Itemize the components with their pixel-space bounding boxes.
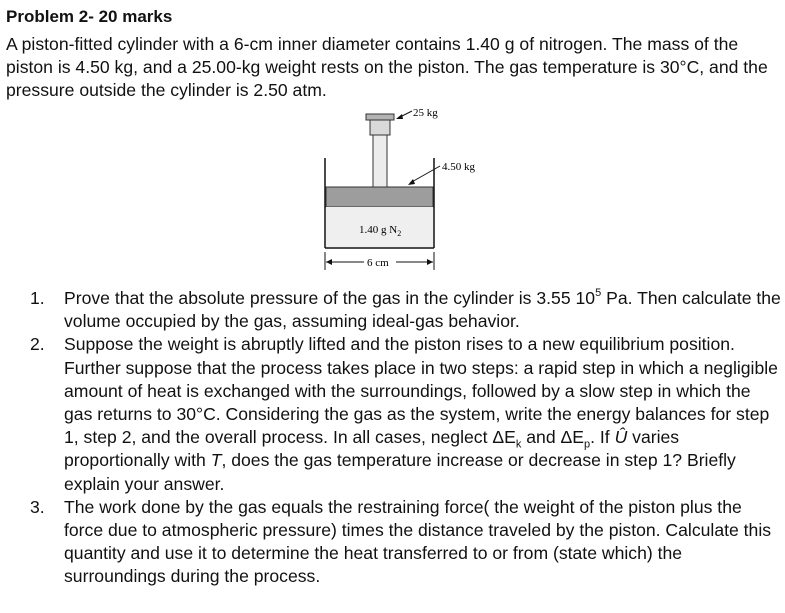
question-text: Suppose the weight is abruptly lifted and the piston rises to a new equilibrium position. Further suppose that the process takes place in two steps: a rapid step in which a negligible amount of heat is exchanged with the surroundings, followed by a slow step in which the gas returns to 30°C. Considering the gas as the system, write the energy balances for step 1, step 2, and the overall process. In all cases, neglect ΔE [64, 334, 778, 448]
question-number: 2. [30, 334, 45, 355]
question-item [30, 287, 782, 333]
piston-leader [410, 166, 440, 183]
weight-block [370, 120, 390, 135]
question-text-cont: and ΔE [521, 427, 584, 448]
gas-label-subscript: 2 [397, 229, 402, 238]
dim-arrow-left [326, 259, 332, 265]
weight-top [366, 114, 394, 120]
piston [326, 187, 433, 207]
question-list [30, 287, 782, 589]
question-text-cont: varies proportionally with [64, 427, 680, 471]
question-text: The work done by the gas equals the restraining force( the weight of the piston plus the force due to atmospheric pressure) times the distance traveled by the piston. Calculate this quantity and use it to determine the heat transferred to or from (state which) the surroundings during the process. [64, 496, 772, 587]
question-item [30, 496, 782, 589]
diameter-label: 6 cm [367, 257, 389, 269]
question-text-cont: Pa. Then calculate the volume occupied by the gas, assuming ideal-gas behavior. [64, 288, 781, 332]
problem-statement: A piston-fitted cylinder with a 6-cm inner diameter contains 1.40 g of nitrogen. The mass of the piston is 4.50 kg, and a 25.00-kg weight rests on the piston. The gas temperature is 30°C, and the pressure outside the cylinder is 2.50 atm. [6, 34, 768, 101]
weight-label: 25 kg [413, 107, 438, 119]
question-text-cont: , does the gas temperature increase or decrease in step 1? Briefly explain your answer. [64, 450, 736, 494]
piston-arrowhead [408, 179, 415, 185]
specific-internal-energy-symbol: Û [614, 427, 628, 448]
piston-cylinder-diagram [300, 100, 500, 280]
temperature-symbol: T [210, 450, 222, 471]
piston-mass-label: 4.50 kg [442, 161, 475, 173]
subscript-p: p [583, 438, 591, 451]
dim-arrow-right [427, 259, 433, 265]
weight-arrowhead [396, 114, 403, 119]
piston-rod [373, 135, 387, 187]
gas-label-text: 1.40 g N [359, 224, 398, 236]
question-item [30, 333, 782, 495]
problem-title: Problem 2- 20 marks [6, 7, 173, 26]
exponent: 5 [595, 287, 602, 300]
piston-cylinder-figure [300, 100, 500, 280]
subscript-k: k [515, 438, 522, 451]
question-number: 3. [30, 496, 45, 517]
gas-label [359, 224, 401, 238]
question-text-cont: . If [590, 427, 615, 448]
question-number: 1. [30, 288, 45, 308]
question-text: Prove that the absolute pressure of the gas in the cylinder is 3.55 10 [64, 288, 596, 308]
